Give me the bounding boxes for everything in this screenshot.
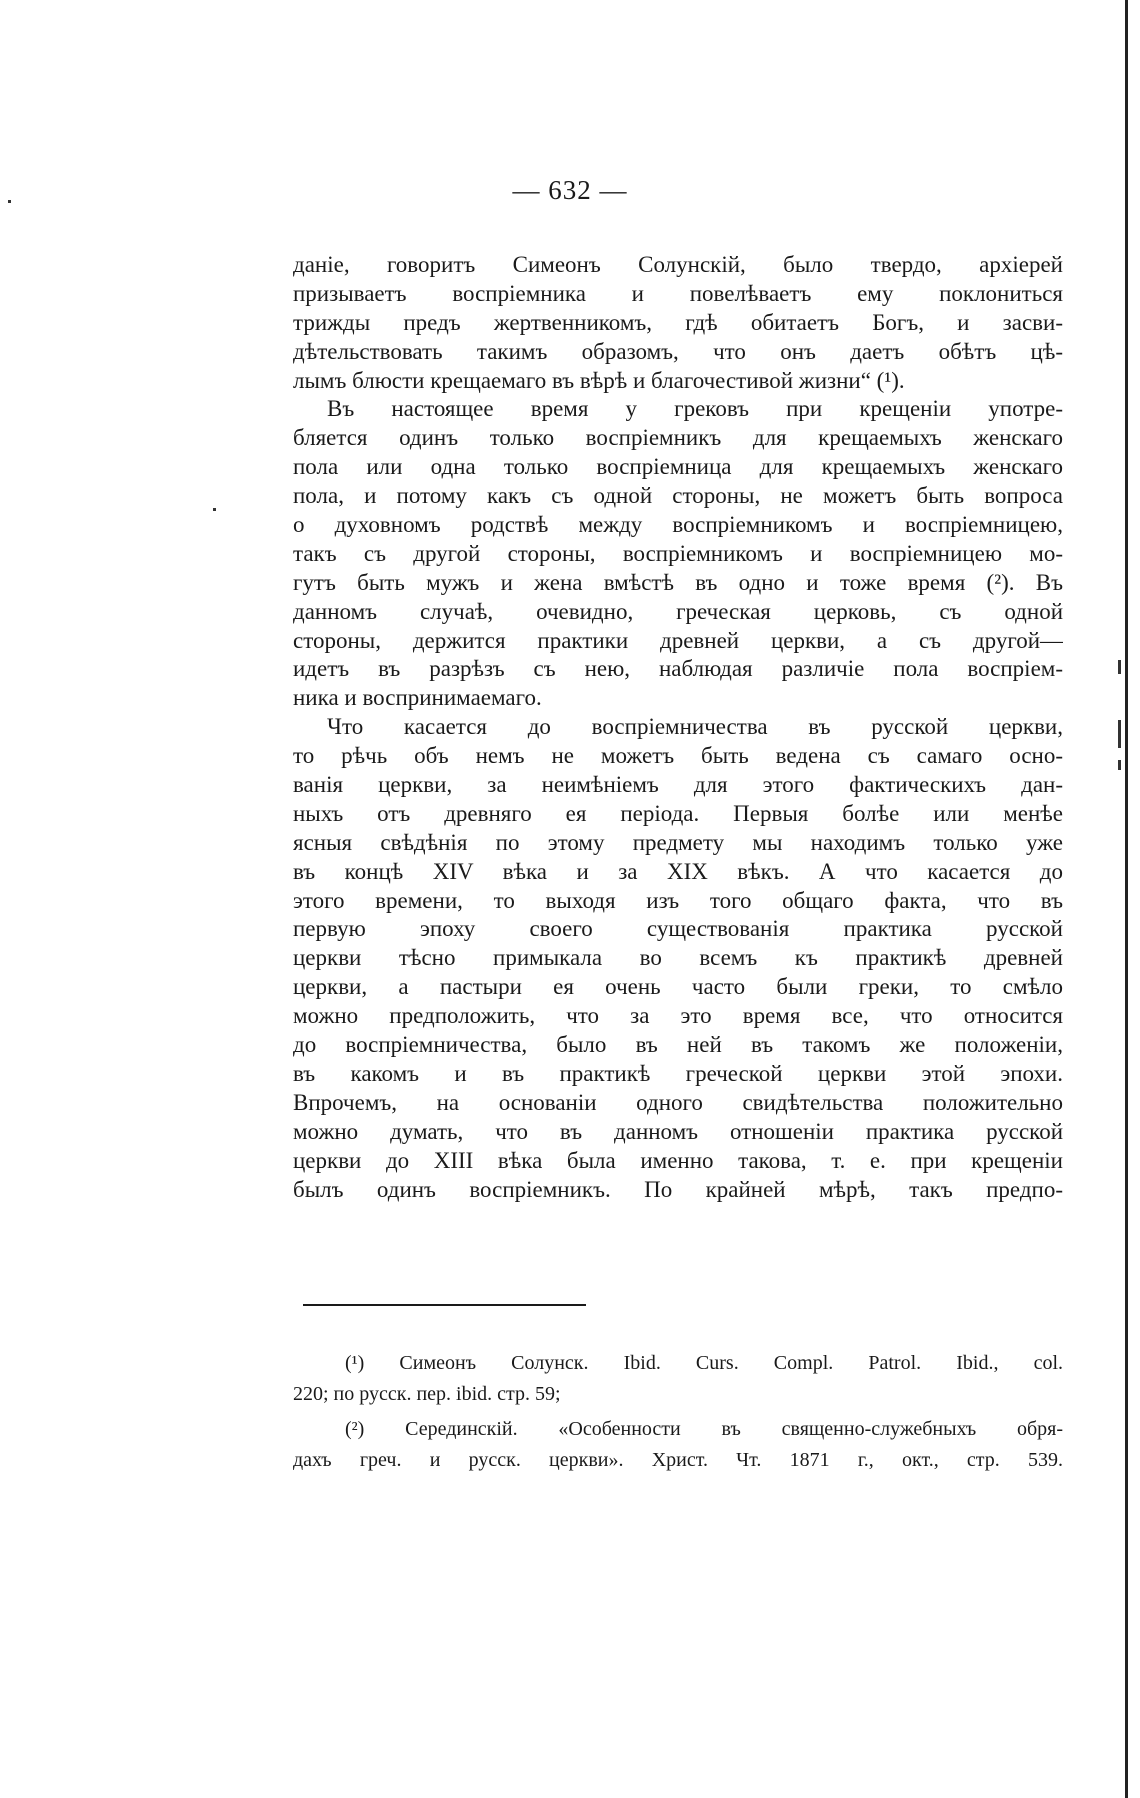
margin-mark xyxy=(1118,660,1121,674)
text-line: гутъ быть мужъ и жена вмѣстѣ въ одно и тоже время (²). Въ xyxy=(293,569,1063,595)
footnote xyxy=(293,1414,1063,1476)
text-line: церкви до XIII вѣка была именно такова, т. е. при крещеніи xyxy=(293,1147,1063,1173)
text-line: идетъ въ разрѣзъ съ нею, наблюдая различіе пола воспріем- xyxy=(293,656,1063,682)
text-line: этого времени, то выходя изъ того общаго факта, что въ xyxy=(293,887,1063,913)
text-line: трижды предъ жертвенникомъ, гдѣ обитаетъ Богъ, и засви- xyxy=(293,309,1063,335)
text-line: въ какомъ и въ практикѣ греческой церкви этой эпохи. xyxy=(293,1060,1063,1086)
text-line: первую эпоху своего существованія практика русской xyxy=(293,916,1063,942)
text-line: Что касается до воспріемничества въ русской церкви, xyxy=(327,714,1063,740)
text-line: лымъ блюсти крещаемаго въ вѣрѣ и благочестивой жизни“ (¹). xyxy=(293,367,905,393)
text-line: ныхъ отъ древняго ея періода. Первыя болѣе или менѣе xyxy=(293,800,1063,826)
paragraph xyxy=(293,395,1063,713)
paragraph xyxy=(293,251,1063,395)
text-line: ника и воспринимаемаго. xyxy=(293,685,542,711)
text-line: церкви тѣсно примыкала во всемъ къ практикѣ древней xyxy=(293,945,1063,971)
text-line: данномъ случаѣ, очевидно, греческая церковь, съ одной xyxy=(293,598,1063,624)
text-line: пола или одна только воспріемница для крещаемыхъ женскаго xyxy=(293,454,1063,480)
footnotes xyxy=(293,1348,1063,1476)
paragraph xyxy=(293,713,1063,1204)
text-line: можно предположить, что за это время все, что относится xyxy=(293,1003,1063,1029)
footnote-line: (¹) Симеонъ Солунск. Ibid. Curs. Compl. Patrol. Ibid., col. xyxy=(345,1352,1063,1374)
text-line: до воспріемничества, было въ ней въ такомъ же положеніи, xyxy=(293,1032,1063,1058)
scan-page-edge xyxy=(1125,0,1128,1798)
footnote xyxy=(293,1348,1063,1410)
text-line: то рѣчь объ немъ не можетъ быть ведена съ самаго осно- xyxy=(293,743,1063,769)
text-line: церкви, а пастыри ея очень часто были греки, то смѣло xyxy=(293,974,1063,1000)
margin-mark xyxy=(1118,720,1121,748)
text-line: такъ съ другой стороны, воспріемникомъ и воспріемницею мо- xyxy=(293,540,1063,566)
text-line: о духовномъ родствѣ между воспріемникомъ и воспріемницею, xyxy=(293,512,1063,538)
page-number: — 632 — xyxy=(512,175,628,205)
text-line: бляется одинъ только воспріемникъ для крещаемыхъ женскаго xyxy=(293,425,1063,451)
text-line: въ концѣ XIV вѣка и за XIX вѣкъ. А что касается до xyxy=(293,858,1063,884)
footnote-line: дахъ греч. и русск. церкви». Христ. Чт. 1871 г., окт., стр. 539. xyxy=(293,1449,1063,1471)
text-line: даніе, говоритъ Симеонъ Солунскій, было твердо, архіерей xyxy=(293,252,1063,277)
margin-mark xyxy=(213,508,216,511)
footnote-line: 220; по русск. пер. ibid. стр. 59; xyxy=(293,1383,561,1405)
text-line: пола, и потому какъ съ одной стороны, не можетъ быть вопроса xyxy=(293,483,1063,509)
text-line: ясныя свѣдѣнія по этому предмету мы находимъ только уже xyxy=(293,829,1063,855)
text-line: Впрочемъ, на основаніи одного свидѣтельства положительно xyxy=(293,1089,1063,1115)
text-line: былъ одинъ воспріемникъ. По крайней мѣрѣ, такъ предпо- xyxy=(293,1176,1063,1202)
text-line: призываетъ воспріемника и повелѣваетъ ему поклониться xyxy=(293,280,1063,306)
text-line: дѣтельствовать такимъ образомъ, что онъ даетъ обѣтъ цѣ- xyxy=(293,338,1063,364)
text-line: Въ настоящее время у грековъ при крещеніи употре- xyxy=(327,396,1063,422)
text-line: стороны, держится практики древней церкви, а съ другой— xyxy=(293,627,1063,653)
footnote-divider xyxy=(303,1304,586,1306)
footnote-line: (²) Серединскій. «Особенности въ священно-служебныхъ обря- xyxy=(345,1418,1063,1440)
text-line: ванія церкви, за неимѣніемъ для этого фактическихъ дан- xyxy=(293,772,1063,798)
margin-mark xyxy=(1118,760,1121,770)
text-line: можно думать, что въ данномъ отношеніи практика русской xyxy=(293,1118,1063,1144)
main-text xyxy=(293,251,1063,1204)
